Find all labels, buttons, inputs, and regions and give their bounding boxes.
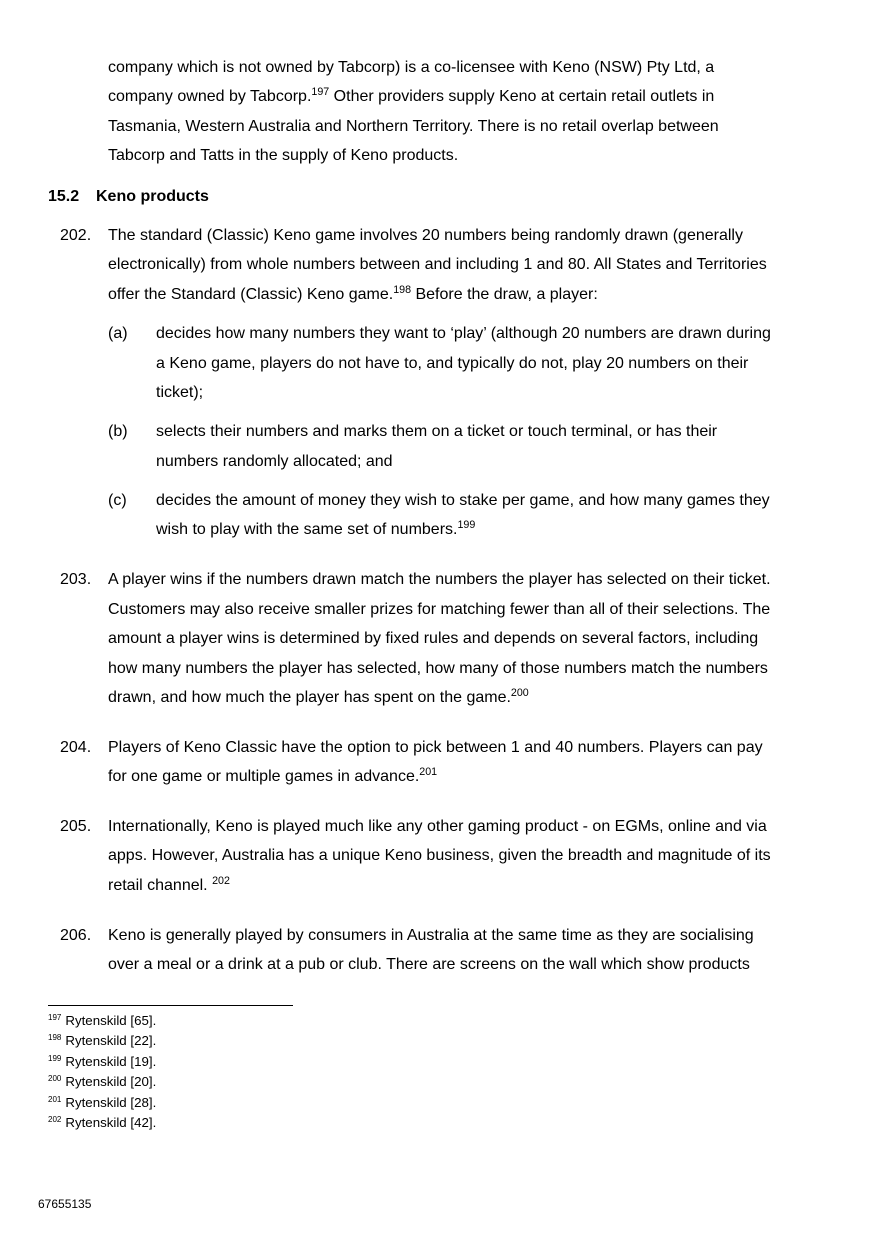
footnote xyxy=(48,1031,156,1051)
footnote-ref: 199 xyxy=(457,519,476,532)
item-label: (b) xyxy=(108,423,128,441)
sub-item xyxy=(108,486,872,545)
text-line xyxy=(108,280,872,309)
text-line: Customers may also receive smaller prizes for matching fewer than all of their selections. The xyxy=(108,600,771,618)
text-line: decides the amount of money they wish to stake per game, and how many games they xyxy=(156,492,770,510)
text-line: how many numbers the player has selected, how many of those numbers match the numbers xyxy=(108,659,768,677)
footnote-text: Rytenskild [42]. xyxy=(65,1114,157,1130)
footnote-number: 198 xyxy=(48,1033,62,1043)
section-title: Keno products xyxy=(96,187,209,205)
text-segment: drawn, and how much the player has spent on the game. xyxy=(108,688,511,706)
text-line xyxy=(108,871,872,900)
footnote xyxy=(48,1093,156,1113)
text-line: a Keno game, players do not have to, and typically do not, play 20 numbers on their xyxy=(156,354,749,372)
footnote-text: Rytenskild [19]. xyxy=(65,1053,157,1069)
item-label: (a) xyxy=(108,325,128,343)
text-line xyxy=(108,82,872,111)
text-line xyxy=(108,762,872,791)
footnotes xyxy=(48,1011,156,1133)
text-line: company which is not owned by Tabcorp) is a co-licensee with Keno (NSW) Pty Ltd, a xyxy=(108,59,715,76)
footnote-text: Rytenskild [20]. xyxy=(65,1074,157,1090)
body-text xyxy=(0,53,872,980)
text-line: The standard (Classic) Keno game involves 20 numbers being randomly drawn (generally xyxy=(108,226,743,244)
footnote-number: 197 xyxy=(48,1013,62,1022)
text-line: electronically) from whole numbers between and including 1 and 80. All States and Territories xyxy=(108,256,767,274)
footnote-text: Rytenskild [22]. xyxy=(65,1033,157,1049)
footnote-ref: 197 xyxy=(311,86,330,99)
text-line: decides how many numbers they want to ‘play’ (although 20 numbers are drawn during xyxy=(156,325,771,343)
text-segment: Other providers supply Keno at certain retail outlets in xyxy=(329,88,715,106)
text-segment: company owned by Tabcorp. xyxy=(108,88,312,106)
text-line: A player wins if the numbers drawn match the numbers the player has selected on their ticket. xyxy=(108,571,771,589)
paragraph-number: 205. xyxy=(60,818,92,836)
continued-paragraph xyxy=(108,53,872,171)
footnote xyxy=(48,1072,156,1092)
item-label: (c) xyxy=(108,492,127,510)
sub-item xyxy=(108,319,872,407)
footnote-ref: 201 xyxy=(419,766,438,779)
numbered-paragraph xyxy=(60,221,872,545)
text-segment: retail channel. xyxy=(108,876,213,894)
footnote xyxy=(48,1113,156,1133)
text-segment: offer the Standard (Classic) Keno game. xyxy=(108,285,394,303)
numbered-paragraph xyxy=(60,733,872,792)
footnote-number: 202 xyxy=(48,1114,62,1124)
footnote-number: 200 xyxy=(48,1074,62,1084)
footnote-ref: 200 xyxy=(510,686,529,699)
document-id: 67655135 xyxy=(38,1197,92,1211)
text-line: Keno is generally played by consumers in Australia at the same time as they are socialising xyxy=(108,926,754,944)
text-line xyxy=(156,515,872,544)
text-line: Tabcorp and Tatts in the supply of Keno products. xyxy=(108,147,459,165)
footnote-separator xyxy=(48,1005,293,1006)
text-line: Tasmania, Western Australia and Northern Territory. There is no retail overlap between xyxy=(108,117,719,135)
text-line: Players of Keno Classic have the option to pick between 1 and 40 numbers. Players can pay xyxy=(108,738,763,756)
paragraph-number: 204. xyxy=(60,738,92,756)
footnote-text: Rytenskild [28]. xyxy=(65,1094,157,1110)
text-segment: Before the draw, a player: xyxy=(411,285,598,303)
text-line: over a meal or a drink at a pub or club. There are screens on the wall which show products xyxy=(108,956,750,974)
footnote xyxy=(48,1052,156,1072)
text-line: amount a player wins is determined by fixed rules and depends on several factors, including xyxy=(108,630,759,648)
text-segment: wish to play with the same set of numbers. xyxy=(156,521,458,539)
text-line: ticket); xyxy=(156,383,204,401)
footnote xyxy=(48,1011,156,1031)
footnote-text: Rytenskild [65]. xyxy=(65,1013,157,1028)
text-line: apps. However, Australia has a unique Keno business, given the breadth and magnitude of its xyxy=(108,847,771,865)
numbered-paragraph xyxy=(60,812,872,900)
footnote-ref: 198 xyxy=(393,283,412,296)
section-heading xyxy=(0,182,872,211)
text-line: numbers randomly allocated; and xyxy=(156,452,393,470)
sub-item xyxy=(108,417,872,476)
section-number: 15.2 xyxy=(48,187,80,205)
text-line xyxy=(108,683,872,712)
paragraph-number: 203. xyxy=(60,571,92,589)
numbered-paragraph xyxy=(60,921,872,980)
text-line: Internationally, Keno is played much like any other gaming product - on EGMs, online and via xyxy=(108,818,767,836)
paragraph-number: 206. xyxy=(60,926,92,944)
text-line: selects their numbers and marks them on a ticket or touch terminal, or has their xyxy=(156,423,718,441)
footnote-number: 199 xyxy=(48,1053,62,1063)
paragraph-number: 202. xyxy=(60,226,92,244)
text-segment: for one game or multiple games in advance. xyxy=(108,768,420,786)
footnote-ref: 202 xyxy=(212,874,230,887)
numbered-paragraph xyxy=(60,565,872,712)
footnote-number: 201 xyxy=(48,1094,62,1104)
